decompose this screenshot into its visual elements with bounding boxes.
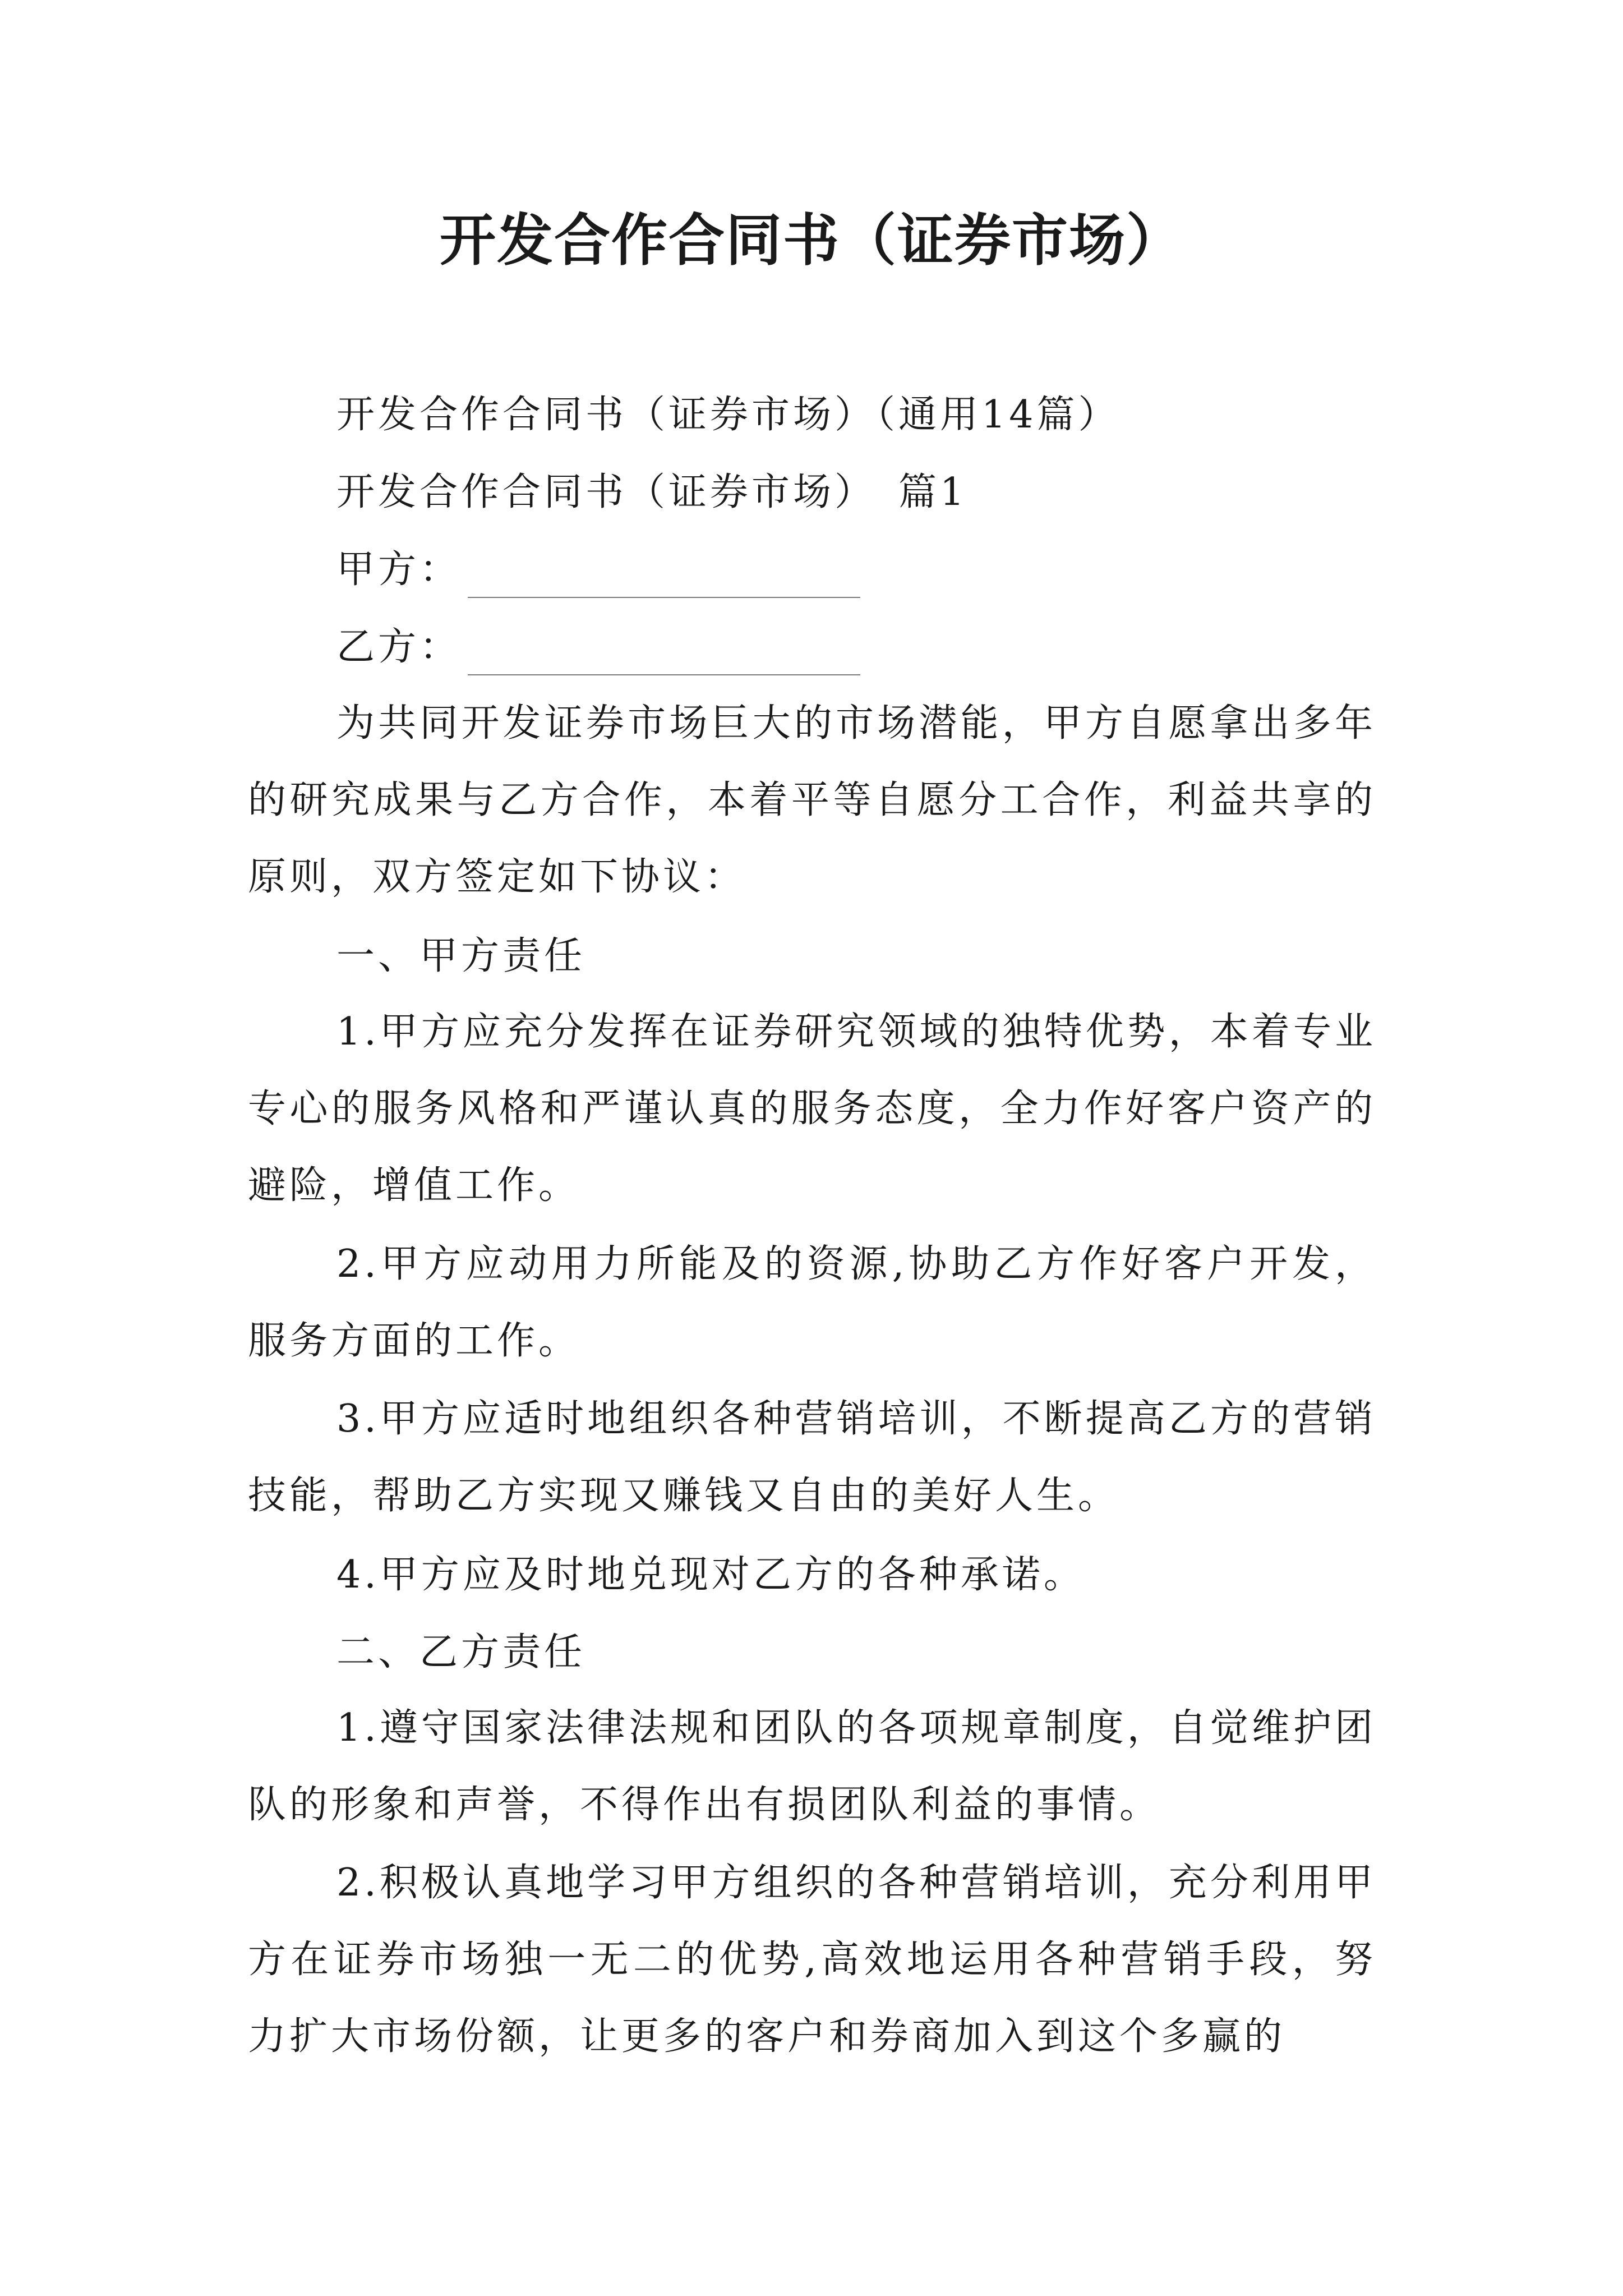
party-b-label: 乙方： <box>336 625 462 669</box>
party-a-duty-1: 1.甲方应充分发挥在证券研究领域的独特优势，本着专业专心的服务风格和严谨认真的服务态度，全力作好客户资产的避险，增值工作。 <box>248 1010 1376 1208</box>
party-a-duty-2: 2.甲方应动用力所能及的资源,协助乙方作好客户开发，服务方面的工作。 <box>248 1242 1376 1363</box>
document-subtitle: 开发合作合同书（证券市场）（通用14篇） <box>336 393 1120 437</box>
heading-party-b-duties: 二、乙方责任 <box>336 1630 586 1674</box>
party-a-duty-4: 4.甲方应及时地兑现对乙方的各种承诺。 <box>336 1553 1085 1597</box>
document-title: 开发合作合同书（证券市场） <box>440 207 1183 273</box>
party-b-duty-1: 1.遵守国家法律法规和团队的各项规章制度，自觉维护团队的形象和声誉，不得作出有损团队利益的事情。 <box>248 1706 1376 1827</box>
party-a-blank <box>468 558 860 598</box>
intro-paragraph: 为共同开发证券市场巨大的市场潜能，甲方自愿拿出多年的研究成果与乙方合作，本着平等自愿分工合作，利益共享的原则，双方签定如下协议： <box>248 701 1376 899</box>
party-b-line <box>336 619 860 675</box>
party-b-blank <box>468 635 860 675</box>
party-a-duty-3: 3.甲方应适时地组织各种营销培训，不断提高乙方的营销技能，帮助乙方实现又赚钱又自由的美好人生。 <box>248 1397 1376 1518</box>
party-a-line <box>336 542 860 598</box>
party-a-label: 甲方： <box>336 547 462 592</box>
party-b-duty-2: 2.积极认真地学习甲方组织的各种营销培训，充分利用甲方在证券市场独一无二的优势,高效地运用各种营销手段，努力扩大市场份额，让更多的客户和券商加入到这个多赢的 <box>248 1861 1376 2059</box>
heading-party-a-duties: 一、甲方责任 <box>336 934 586 978</box>
section-title: 开发合作合同书（证券市场） 篇1 <box>336 470 968 514</box>
